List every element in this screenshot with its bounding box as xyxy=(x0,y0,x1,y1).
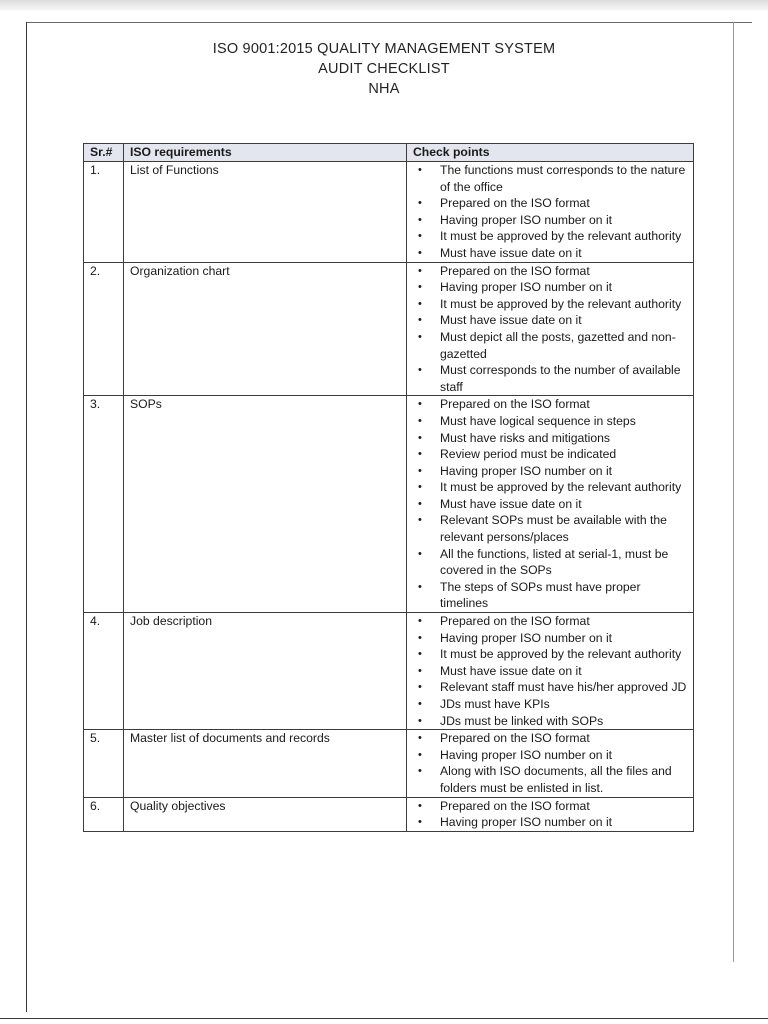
checkpoint-item: • Must have issue date on it xyxy=(413,663,687,680)
table-row xyxy=(84,262,694,396)
checkpoint-item: • Having proper ISO number on it xyxy=(413,630,687,647)
checkpoint-item: • Review period must be indicated xyxy=(413,446,687,463)
checkpoint-item: • Must have issue date on it xyxy=(413,496,687,513)
page-border-left xyxy=(26,22,27,1012)
row-checkpoints xyxy=(407,613,694,730)
table-row xyxy=(84,613,694,730)
checkpoint-item: • Having proper ISO number on it xyxy=(413,463,687,480)
table-row xyxy=(84,797,694,831)
row-serial-number: 4. xyxy=(84,613,124,730)
checkpoint-item: • Relevant staff must have his/her approved JD xyxy=(413,679,687,696)
checkpoint-item: • Having proper ISO number on it xyxy=(413,279,687,296)
checkpoint-item: • Must depict all the posts, gazetted and non-gazetted xyxy=(413,329,687,362)
checkpoint-item: • Having proper ISO number on it xyxy=(413,747,687,764)
checkpoint-item: • Must have logical sequence in steps xyxy=(413,413,687,430)
checkpoint-item: • Must corresponds to the number of available staff xyxy=(413,362,687,395)
checkpoint-list xyxy=(413,263,687,396)
row-serial-number: 6. xyxy=(84,797,124,831)
row-serial-number: 1. xyxy=(84,162,124,263)
checkpoint-item: • Must have issue date on it xyxy=(413,312,687,329)
header-checkpoints: Check points xyxy=(407,144,694,162)
checkpoint-list xyxy=(413,162,687,262)
checkpoint-item: • It must be approved by the relevant authority xyxy=(413,646,687,663)
checkpoint-item: • It must be approved by the relevant authority xyxy=(413,228,687,245)
checkpoint-list xyxy=(413,396,687,612)
checkpoint-list xyxy=(413,613,687,729)
row-requirement: Quality objectives xyxy=(124,797,407,831)
document-title: ISO 9001:2015 QUALITY MANAGEMENT SYSTEM xyxy=(212,41,556,57)
row-serial-number: 3. xyxy=(84,396,124,613)
checkpoint-item: • Prepared on the ISO format xyxy=(413,613,687,630)
header-sr: Sr.# xyxy=(84,144,124,162)
checkpoint-item: • Having proper ISO number on it xyxy=(413,814,687,831)
table-row xyxy=(84,730,694,797)
scan-edge xyxy=(0,0,768,10)
checkpoint-item: • Must have issue date on it xyxy=(413,245,687,262)
row-serial-number: 5. xyxy=(84,730,124,797)
checkpoint-item: • Prepared on the ISO format xyxy=(413,195,687,212)
row-checkpoints xyxy=(407,797,694,831)
checkpoint-item: • It must be approved by the relevant authority xyxy=(413,296,687,313)
header-requirement: ISO requirements xyxy=(124,144,407,162)
page-border-top xyxy=(26,22,752,23)
checkpoint-item: • Must have risks and mitigations xyxy=(413,430,687,447)
checkpoint-item: • Prepared on the ISO format xyxy=(413,396,687,413)
page-border-right xyxy=(733,22,734,962)
checkpoint-item: • It must be approved by the relevant authority xyxy=(413,479,687,496)
row-requirement: List of Functions xyxy=(124,162,407,263)
checkpoint-item: • All the functions, listed at serial-1, must be covered in the SOPs xyxy=(413,546,687,579)
checkpoint-item: • Prepared on the ISO format xyxy=(413,730,687,747)
checkpoint-list xyxy=(413,730,687,796)
page-border-bottom xyxy=(0,1018,768,1019)
row-requirement: SOPs xyxy=(124,396,407,613)
checkpoint-item: • JDs must have KPIs xyxy=(413,696,687,713)
row-checkpoints xyxy=(407,730,694,797)
row-checkpoints xyxy=(407,162,694,263)
row-checkpoints xyxy=(407,396,694,613)
checkpoint-item: • Having proper ISO number on it xyxy=(413,212,687,229)
checkpoint-item: • The steps of SOPs must have proper timelines xyxy=(413,579,687,612)
document-subtitle: AUDIT CHECKLIST xyxy=(318,61,450,77)
table-row xyxy=(84,396,694,613)
checkpoint-item: • Prepared on the ISO format xyxy=(413,263,687,280)
table-body xyxy=(84,162,694,832)
checkpoint-item: • Prepared on the ISO format xyxy=(413,798,687,815)
checkpoint-item: • Along with ISO documents, all the files and folders must be enlisted in list. xyxy=(413,763,687,796)
checkpoint-item: • JDs must be linked with SOPs xyxy=(413,713,687,730)
checkpoint-item: • The functions must corresponds to the nature of the office xyxy=(413,162,687,195)
audit-checklist-table xyxy=(83,143,694,832)
row-requirement: Organization chart xyxy=(124,262,407,396)
row-requirement: Master list of documents and records xyxy=(124,730,407,797)
organization-name: NHA xyxy=(368,81,400,97)
checkpoint-item: • Relevant SOPs must be available with the relevant persons/places xyxy=(413,512,687,545)
row-requirement: Job description xyxy=(124,613,407,730)
document-heading xyxy=(0,39,768,99)
row-checkpoints xyxy=(407,262,694,396)
checkpoint-list xyxy=(413,798,687,831)
row-serial-number: 2. xyxy=(84,262,124,396)
table-header-row xyxy=(84,144,694,162)
table-row xyxy=(84,162,694,263)
